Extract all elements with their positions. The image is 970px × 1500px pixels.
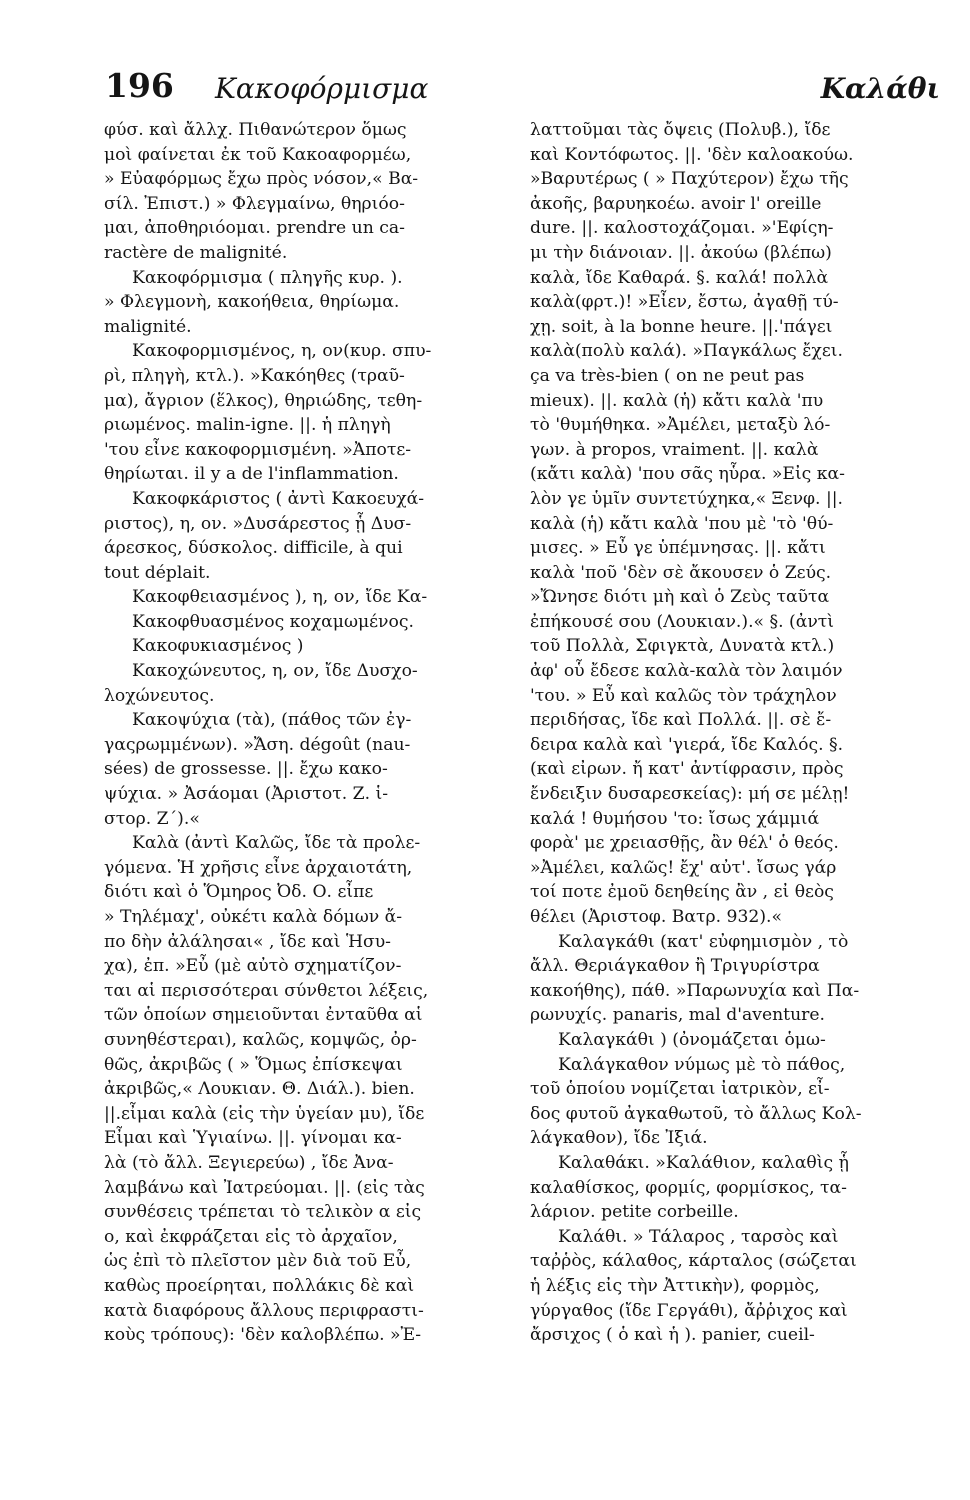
- text-line: ρωνυχίς. panaris, mal d'aventure.: [530, 1005, 826, 1026]
- text-line: συνηθέστεραι), καλῶς, κομψῶς, ὀρ-: [104, 1029, 417, 1050]
- text-line: δειρα καλὰ καὶ 'γιερά, ἴδε Καλός. §.: [530, 734, 844, 755]
- text-line: ἐπήκουσέ σου (Λουκιαν.).« §. (ἀντὶ: [530, 611, 835, 632]
- text-line: Κακοφόρμισμα ( πληγῆς κυρ. ).: [132, 267, 403, 288]
- text-line: Καλὰ (ἀντὶ Καλῶς, ἴδε τὰ προλε-: [132, 833, 421, 854]
- text-line: 'του εἶνε κακοφορμισμένη. »Ἀποτε-: [104, 439, 412, 460]
- text-line: λὸν γε ὑμῖν συντετύχηκα,« Ξενφ. ||.: [530, 488, 844, 509]
- text-line: καθὼς προείρηται, πολλάκις δὲ καὶ: [104, 1275, 415, 1296]
- text-line: γόμενα. Ἡ χρῆσις εἶνε ἀρχαιοτάτη,: [104, 857, 413, 878]
- text-line: ractère de malignité.: [104, 242, 288, 263]
- text-line: » Εὐαφόρμως ἔχω πρὸς νόσον,« Βα-: [104, 169, 419, 190]
- text-line: ἀφ' οὗ ἔδεσε καλὰ-καλὰ τὸν λαιμόν: [530, 661, 843, 682]
- text-line: σίλ. Ἐπιστ.) » Φλεγμαίνω, θηριόο-: [104, 193, 405, 214]
- text-line: 'του. » Εὖ καὶ καλῶς τὸν τράχηλον: [530, 685, 837, 706]
- text-line: άρεσκος, δύσκολος. difficile, à qui: [104, 538, 403, 559]
- text-line: κατὰ διαφόρους ἄλλους περιφραστι-: [104, 1300, 424, 1321]
- text-line: ἔνδειξιν δυσαρεσκείας): μή σε μέλῃ!: [530, 784, 850, 805]
- text-line: λὰ (τὸ ἄλλ. Ξεγιερεύω) , ἴδε Ἀνα-: [104, 1152, 394, 1173]
- text-line: ἄρσιχος ( ὁ καὶ ἡ ). panier, cueil-: [530, 1325, 815, 1346]
- text-line: mieux). ||. καλὰ (ἡ) κἄτι καλὰ 'πυ: [530, 390, 824, 411]
- text-line: διότι καὶ ὁ Ὅμηρος Ὀδ. Ο. εἶπε: [104, 882, 374, 903]
- text-line: καλαθίσκος, φορμίς, φορμίσκος, τα-: [530, 1177, 847, 1198]
- text-line: καλά ! θυμήσου 'το: ἴσως χάμμιά: [530, 808, 820, 829]
- text-line: μοὶ φαίνεται ἐκ τοῦ Κακοαφορμέω,: [104, 144, 412, 165]
- text-line: λοχώνευτος.: [104, 685, 215, 706]
- text-line: λάριον. petite corbeille.: [530, 1202, 739, 1223]
- text-line: sées) de grossesse. ||. ἔχω κακο-: [104, 759, 388, 780]
- text-line: συνθέσεις τρέπεται τὸ τελικὸν α εἰς: [104, 1202, 422, 1223]
- text-line: καλὰ 'ποῦ 'δὲν σὲ ἄκουσεν ὁ Ζεύς.: [530, 562, 832, 583]
- text-line: μαι, ἀποθηριόομαι. prendre un ca-: [104, 218, 405, 239]
- text-line: μισες. » Εὖ γε ὑπέμνησας. ||. κἄτι: [530, 538, 826, 559]
- text-line: καλὰ(πολὺ καλά). »Παγκάλως ἔχει.: [530, 341, 843, 362]
- text-line: κακοήθης), πάθ. »Παρωνυχία καὶ Πα-: [530, 980, 860, 1001]
- text-line: ο, καὶ ἐκφράζεται εἰς τὸ ἀρχαῖον,: [104, 1226, 398, 1247]
- text-line: »Ὤνησε διότι μὴ καὶ ὁ Ζεὺς ταῦτα: [530, 587, 830, 608]
- text-line: γων. à propos, vraiment. ||. καλὰ: [530, 439, 819, 460]
- text-line: περιδήσας, ἴδε καὶ Πολλά. ||. σὲ ἔ-: [530, 710, 832, 731]
- left-column: [104, 118, 502, 1348]
- text-line: »Ἀμέλει, καλῶς! ἔχ' αὐτ'. ἴσως γάρ: [530, 857, 837, 878]
- text-line: Κακοφκάριστος ( ἀντὶ Κακοευχά-: [132, 488, 425, 509]
- running-head-right: Καλάθι: [820, 72, 940, 105]
- text-line: ται αἱ περισσότεραι σύνθετοι λέξεις,: [104, 980, 429, 1001]
- text-line: δος φυτοῦ ἀγκαθωτοῦ, τὸ ἄλλως Κολ-: [530, 1103, 862, 1124]
- text-line: φύσ. καὶ ἄλλχ. Πιθανώτερον ὅμως: [104, 120, 407, 140]
- text-line: τοί ποτε ἐμοῦ δεηθείης ἂν , εἰ θεὸς: [530, 882, 834, 903]
- text-line: τὸ 'θυμήθηκα. »Ἀμέλει, μεταξὺ λό-: [530, 415, 831, 436]
- text-line: Κακοχώνευτος, η, ον, ἴδε Δυσχο-: [132, 661, 418, 682]
- text-line: Κακοφθειασμένος ), η, ον, ἴδε Κα-: [132, 587, 428, 608]
- text-line: (καὶ εἰρων. ἤ κατ' ἀντίφρασιν, πρὸς: [530, 759, 844, 780]
- text-line: ἀκριβῶς,« Λουκιαν. Θ. Διάλ.). bien.: [104, 1079, 415, 1100]
- text-line: τοῦ Πολλὰ, Σφιγκτὰ, Δυνατὰ κτλ.): [530, 636, 835, 657]
- text-line: Κακοψύχια (τὰ), (πάθος τῶν ἐγ-: [132, 710, 412, 731]
- right-column: [530, 118, 928, 1348]
- text-line: φορὰ' με χρειασθῇς, ἂν θέλ' ὁ θεός.: [530, 833, 839, 854]
- text-line: καλὰ (ἡ) κἄτι καλὰ 'που μὲ 'τὸ 'θύ-: [530, 513, 834, 534]
- text-line: ριωμένος. malin-igne. ||. ἡ πληγὴ: [104, 415, 391, 436]
- text-line: ριστος), η, ον. »Δυσάρεστος ᾗ Δυσ-: [104, 513, 412, 534]
- running-head-left: Κακοφόρμισμα: [215, 72, 429, 105]
- text-line: καὶ Κοντόφωτος. ||. 'δὲν καλοακούω.: [530, 144, 854, 165]
- text-line: λαμβάνω καὶ Ἰατρεύομαι. ||. (εἰς τὰς: [104, 1177, 425, 1198]
- text-line: Κακοφυκιασμένος ): [132, 636, 304, 657]
- text-line: γύργαθος (ἴδε Γεργάθι), ἄῤῥιχος καὶ: [530, 1300, 848, 1321]
- text-line: ἄλλ. Θεριάγκαθον ἢ Τριγυρίστρα: [530, 956, 820, 977]
- text-line: θέλει (Ἀριστοφ. Βατρ. 932).«: [530, 907, 783, 927]
- text-line: »Βαρυτέρως ( » Παχύτερον) ἔχω τῆς: [530, 169, 849, 190]
- text-line: Κακοφθυασμένος κοχαμωμένος.: [132, 611, 414, 632]
- text-line: ρὶ, πληγὴ, κτλ.). »Κακόηθες (τραῦ-: [104, 365, 405, 386]
- text-line: ὡς ἐπὶ τὸ πλεῖστον μὲν διὰ τοῦ Εὖ,: [104, 1251, 412, 1272]
- text-line: μα), ἄγριον (ἕλκος), θηριώδης, τεθη-: [104, 390, 423, 411]
- text-line: χα), ἐπ. »Εὖ (μὲ αὐτὸ σχηματίζον-: [104, 956, 402, 977]
- text-line: λαττοῦμαι τὰς ὄψεις (Πολυβ.), ἴδε: [530, 120, 831, 140]
- text-line: Καλάγκαθον νύμως μὲ τὸ πάθος,: [558, 1054, 846, 1075]
- text-line: στορ. Ζ΄).«: [104, 808, 200, 829]
- text-line: dure. ||. καλοστοχάζομαι. »'Εφίςη-: [530, 218, 834, 239]
- text-line: γαςρωμμένων). »Ἄση. dégoût (nau-: [104, 734, 411, 755]
- text-line: Καλαγκάθι ) (ὀνομάζεται ὁμω-: [558, 1029, 826, 1050]
- text-line: ||.εἶμαι καλὰ (εἰς τὴν ὑγείαν μυ), ἴδε: [104, 1103, 425, 1124]
- text-line: ἡ λέξις εἰς τὴν Ἀττικὴν), φορμὸς,: [530, 1275, 820, 1296]
- text-line: καλὰ(φρτ.)! »Εἶεν, ἔστω, ἀγαθῇ τύ-: [530, 292, 839, 313]
- text-line: (κἄτι καλὰ) 'που σᾶς ηὗρα. »Εἰς κα-: [530, 464, 845, 485]
- text-line: καλὰ, ἴδε Καθαρά. §. καλά! πολλὰ: [530, 267, 829, 288]
- text-line: Κακοφορμισμένος, η, ον(κυρ. σπυ-: [132, 341, 432, 362]
- text-line: Εἶμαι καὶ Ὑγιαίνω. ||. γίνομαι κα-: [104, 1128, 402, 1149]
- text-line: ψύχια. » Ἀσάομαι (Ἀριστοτ. Ζ. ἱ-: [104, 784, 389, 805]
- text-line: Καλάθι. » Τάλαρος , ταρσὸς καὶ: [558, 1226, 839, 1247]
- text-line: ça va très-bien ( on ne peut pas: [530, 365, 805, 386]
- page-number: 196: [105, 66, 174, 105]
- text-line: » Φλεγμονὴ, κακοήθεια, θηρίωμα.: [104, 292, 400, 313]
- page-header: [105, 62, 940, 112]
- text-line: tout déplait.: [104, 562, 211, 583]
- text-line: » Τηλέμαχ', οὐκέτι καλὰ δόμων ἄ-: [104, 907, 403, 927]
- text-line: λάγκαθον), ἴδε Ἰξιά.: [530, 1128, 708, 1149]
- text-line: ἀκοῆς, βαρυηκοέω. avoir l' oreille: [530, 193, 822, 214]
- text-line: Καλαγκάθι (κατ' εὐφημισμὸν , τὸ: [558, 931, 849, 952]
- text-line: τοῦ ὁποίου νομίζεται ἰατρικὸν, εἶ-: [530, 1079, 830, 1100]
- text-line: θηρίωται. il y a de l'inflammation.: [104, 464, 399, 485]
- text-line: κοὺς τρόπους): 'δὲν καλοβλέπω. »Ἐ-: [104, 1325, 422, 1346]
- text-line: μι τὴν διάνοιαν. ||. ἀκούω (βλέπω): [530, 242, 832, 263]
- text-line: ταῤῥὸς, κάλαθος, κάρταλος (σώζεται: [530, 1251, 857, 1272]
- text-line: malignité.: [104, 316, 192, 337]
- text-line: τῶν ὁποίων σημειοῦνται ἐνταῦθα αἱ: [104, 1005, 423, 1026]
- text-line: πο δὴν ἀλάλησαι« , ἴδε καὶ Ἡσυ-: [104, 931, 391, 952]
- text-line: Καλαθάκι. »Καλάθιον, καλαθὶς ᾗ: [558, 1152, 849, 1173]
- text-line: θῶς, ἀκριβῶς ( » Ὅμως ἐπίσκεψαι: [104, 1054, 403, 1075]
- text-line: χῃ. soit, à la bonne heure. ||.'πάγει: [530, 316, 833, 337]
